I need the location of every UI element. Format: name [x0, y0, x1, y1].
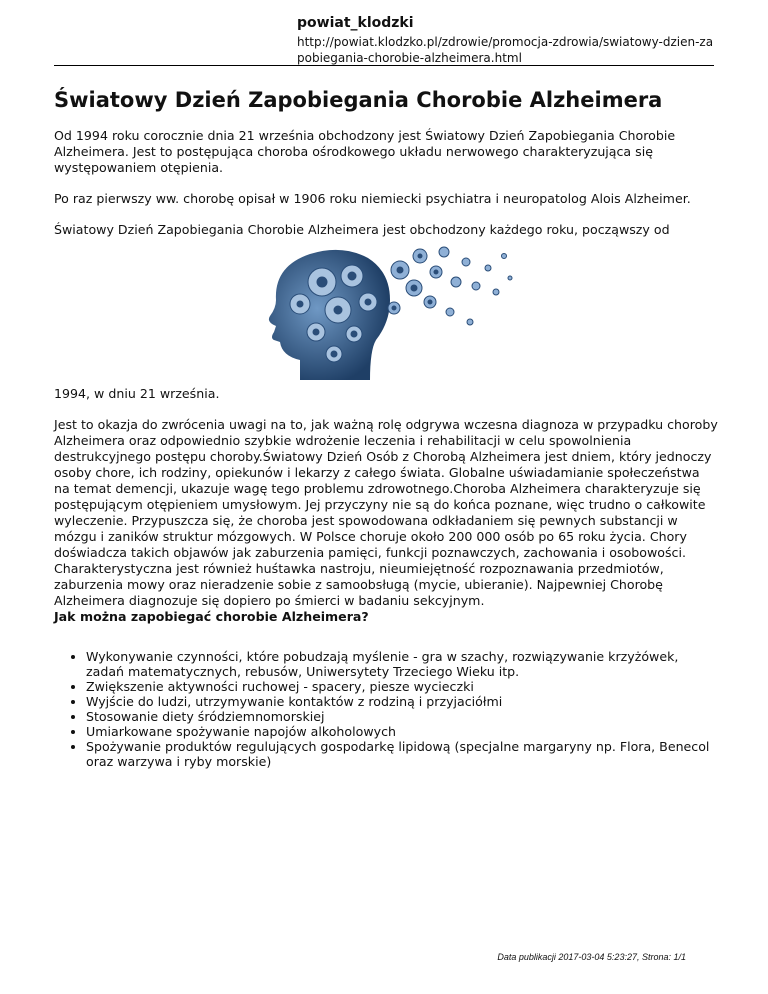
- list-item: • Umiarkowane spożywanie napojów alkoholowych: [86, 724, 716, 739]
- header-divider: [54, 65, 714, 66]
- date-paragraph-continuation: 1994, w dniu 21 września.: [54, 386, 220, 401]
- intro-paragraph: Od 1994 roku corocznie dnia 21 września obchodzony jest Światowy Dzień Zapobiegania Chorobie Alzheimera. Jest to postępująca choroba ośrodkowego układu nerwowego charakteryzująca się występowaniem otępienia.: [54, 128, 676, 175]
- article: [54, 86, 716, 769]
- list-item: • Spożywanie produktów regulujących gospodarkę lipidową (specjalne margaryny np. Flora, Benecol oraz warzywa i ryby morskie): [86, 739, 716, 769]
- page-title: Światowy Dzień Zapobiegania Chorobie Alzheimera: [54, 88, 663, 112]
- document-header: [297, 14, 717, 66]
- list-item: • Wyjście do ludzi, utrzymywanie kontaktów z rodziną i przyjaciółmi: [86, 694, 716, 709]
- list-item: • Stosowanie diety śródziemnomorskiej: [86, 709, 716, 724]
- main-paragraph: [54, 417, 719, 625]
- head-with-gears-icon: [230, 242, 520, 382]
- publication-footer: Data publikacji 2017-03-04 5:23:27, Strona: 1/1: [497, 952, 686, 962]
- history-paragraph: Po raz pierwszy ww. chorobę opisał w 1906 roku niemiecki psychiatra i neuropatolog Alois Alzheimer.: [54, 191, 691, 206]
- prevention-list: [54, 649, 716, 769]
- date-paragraph: Światowy Dzień Zapobiegania Chorobie Alzheimera jest obchodzony każdego roku, począwszy od: [54, 222, 670, 237]
- page-url[interactable]: http://powiat.klodzko.pl/zdrowie/promocja-zdrowia/swiatowy-dzien-zapobiegania-chorobie-alzheimera.html: [297, 35, 714, 65]
- list-item: • Wykonywanie czynności, które pobudzają myślenie - gra w szachy, rozwiązywanie krzyżówek, zadań matematycznych, rebusów, Uniwersytety Trzeciego Wieku itp.: [86, 649, 716, 679]
- list-item: • Zwiększenie aktywności ruchowej - spacery, piesze wycieczki: [86, 679, 716, 694]
- main-paragraph-text: Jest to okazja do zwrócenia uwagi na to, jak ważną rolę odgrywa wczesna diagnoza w przypadku choroby Alzheimera oraz odpowiednio szybkie wdrożenie leczenia i rehabilitacji w celu spowolnienia destrukcyjnego postępu choroby.Światowy Dzień Osób z Chorobą Alzheimera jest dniem, który jednoczy osoby chore, ich rodziny, opiekunów i lekarzy z całego świata. Globalne uświadamianie społeczeństwa na temat demencji, ukazuje wagę tego problemu zdrowotnego.Choroba Alzheimera charakteryzuje się postępującym otępieniem umysłowym. Jej przyczyny nie są do końca poznane, więc trudno o całkowite wyleczenie. Przypuszcza się, że choroba jest spowodowana odkładaniem się pewnych substancji w mózgu i zaników struktur mózgowych. W Polsce choruje około 200 000 osób po 65 roku życia. Chory doświadcza takich objawów jak zaburzenia pamięci, funkcji poznawczych, zachowania i osobowości. Charakterystyczna jest również huśtawka nastroju, nieumiejętność rozpoznawania przedmiotów, zaburzenia mowy oraz nieradzenie sobie z samoobsługą (mycie, ubieranie). Najpewniej Chorobę Alzheimera diagnozuje się dopiero po śmierci w badaniu sekcyjnym.: [54, 417, 718, 608]
- site-name: powiat_klodzki: [297, 15, 414, 31]
- prevention-heading: Jak można zapobiegać chorobie Alzheimera?: [54, 609, 369, 624]
